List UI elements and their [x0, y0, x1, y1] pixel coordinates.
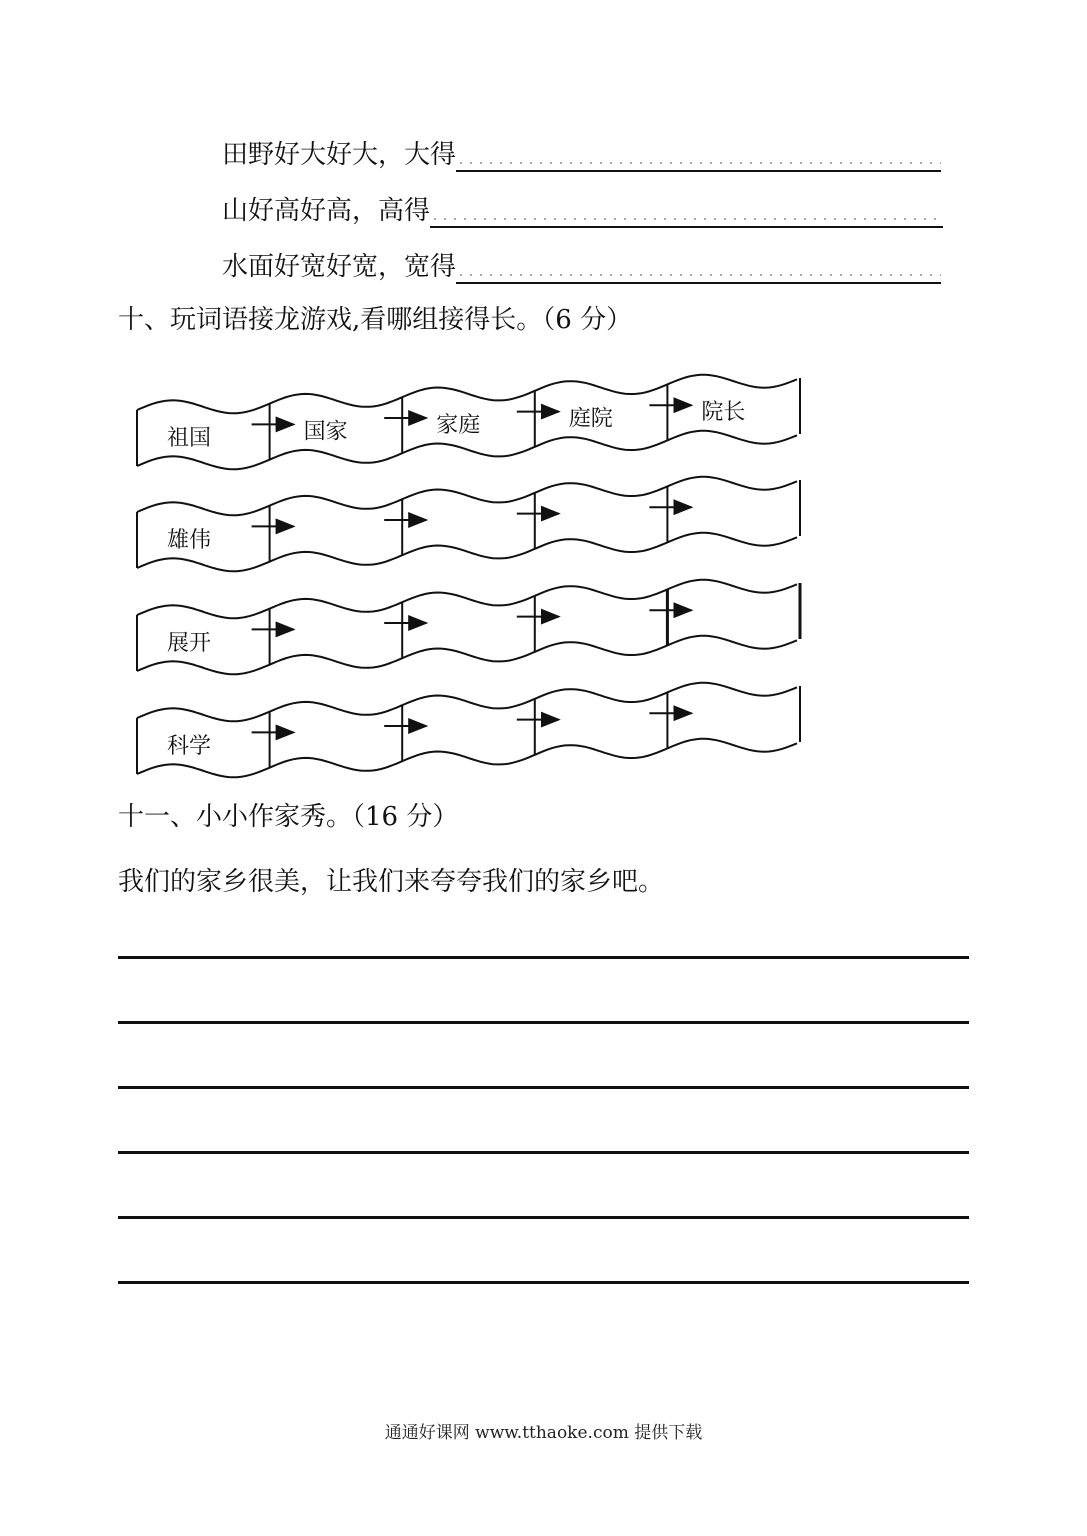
writing-prompt: 我们的家乡很美，让我们来夸夸我们的家乡吧。 [118, 867, 665, 897]
ribbon-top-edge [137, 683, 797, 722]
chain-row-2 [137, 477, 800, 572]
ribbon-bottom-edge [137, 739, 797, 778]
chain-word: 科学 [167, 733, 212, 759]
chain-row-3 [137, 580, 800, 675]
writing-line[interactable] [118, 1021, 969, 1024]
chain-word: 展开 [167, 630, 212, 656]
chain-word: 庭院 [568, 406, 613, 432]
section-10-title: 十、玩词语接龙游戏,看哪组接得长。（6 分） [118, 305, 633, 335]
fill-in-prompt: 水面好宽好宽，宽得 [222, 252, 457, 282]
writing-line[interactable] [118, 1151, 969, 1154]
chain-word: 国家 [303, 419, 348, 445]
writing-line[interactable] [118, 1216, 969, 1219]
chain-word: 院长 [701, 400, 746, 426]
ribbon-bottom-edge [137, 533, 797, 572]
chain-row-4 [137, 683, 800, 778]
footer-credit: 通通好课网 www.tthaoke.com 提供下载 [384, 1423, 703, 1443]
fill-in-prompt: 山好高好高，高得 [222, 196, 431, 226]
ribbon-top-edge [137, 580, 797, 619]
chain-word: 祖国 [167, 425, 212, 451]
writing-line[interactable] [118, 1086, 969, 1089]
section-11-title: 十一、小小作家秀。（16 分） [118, 802, 459, 832]
chain-row-1 [137, 375, 800, 470]
writing-line[interactable] [118, 1281, 969, 1284]
chain-word: 家庭 [436, 413, 481, 438]
ribbon-bottom-edge [137, 636, 797, 675]
chain-word: 雄伟 [167, 527, 212, 553]
ribbon-top-edge [137, 477, 797, 516]
fill-in-prompt: 田野好大好大，大得 [222, 140, 457, 170]
writing-line[interactable] [118, 956, 969, 959]
ribbon-top-edge [137, 375, 797, 414]
